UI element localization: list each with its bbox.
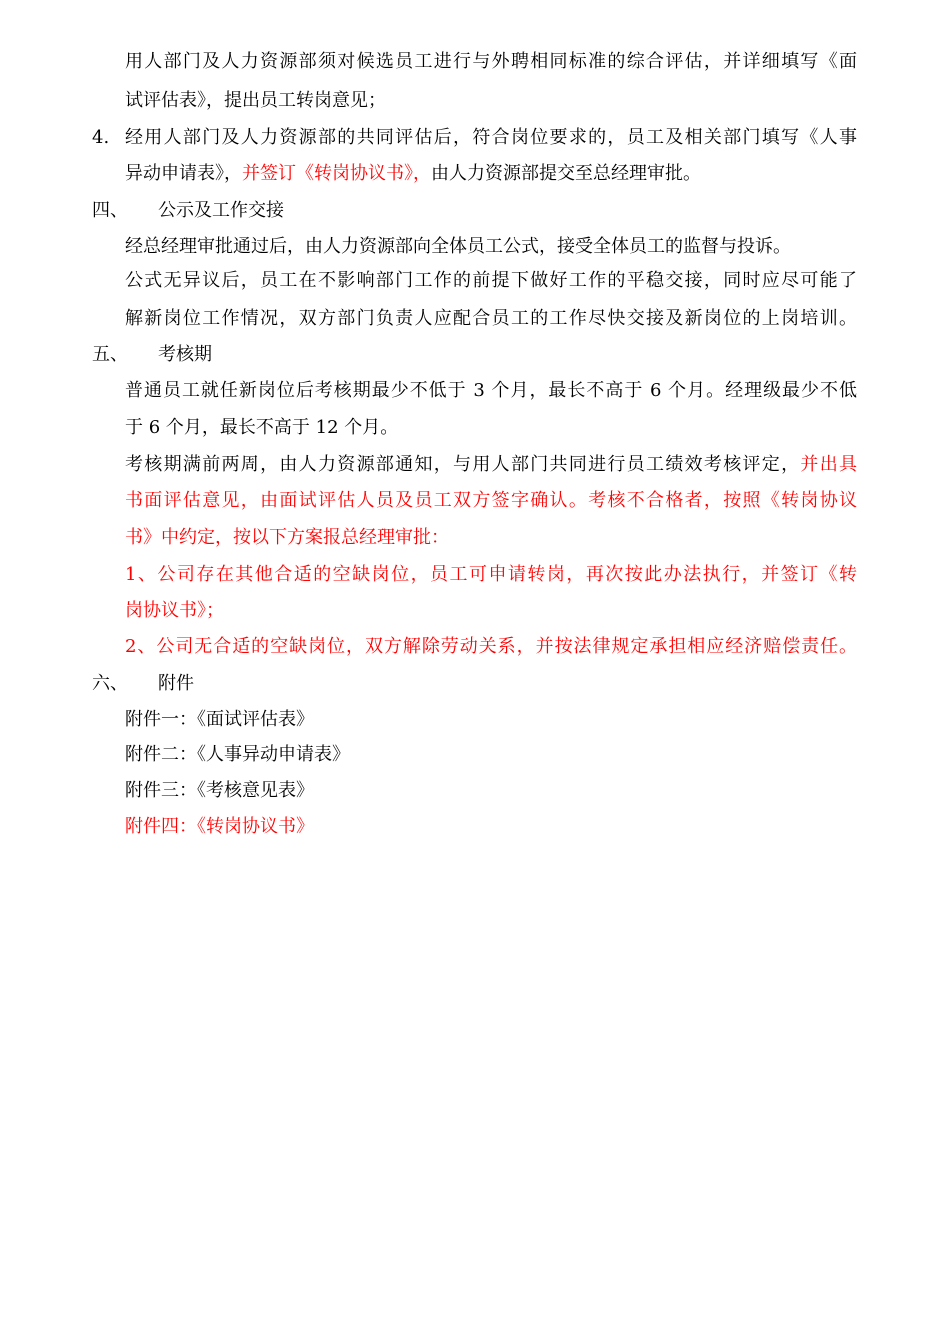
highlight-line: 书》中约定，按以下方案报总经理审批：	[125, 527, 449, 548]
section-title: 公示及工作交接	[158, 200, 284, 221]
highlight-line: 书面评估意见，由面试评估人员及员工双方签字确认。考核不合格者，按照《转岗协议	[125, 490, 857, 511]
item-line	[125, 162, 701, 186]
option-line: 1、公司存在其他合适的空缺岗位，员工可申请转岗，再次按此办法执行，并签订《转	[125, 564, 857, 585]
option-line: 岗协议书》；	[125, 600, 224, 621]
attachment-item: 附件二：《人事异动申请表》	[125, 744, 350, 765]
item-text: 由人力资源部提交至总经理审批。	[431, 163, 701, 184]
para-line: 普通员工就任新岗位后考核期最少不低于 3 个月，最长不高于 6 个月。经理级最少不低	[125, 380, 857, 401]
section-number: 六、	[92, 673, 128, 694]
para-line: 用人部门及人力资源部须对候选员工进行与外聘相同标准的综合评估，并详细填写《面	[125, 51, 857, 72]
attachment-item: 附件四：《转岗协议书》	[125, 816, 314, 837]
para-line	[125, 453, 857, 477]
list-number: 4.	[92, 127, 110, 148]
para-text: 考核期满前两周，由人力资源部通知，与用人部门共同进行员工绩效考核评定，	[125, 454, 801, 475]
item-line: 经用人部门及人力资源部的共同评估后，符合岗位要求的，员工及相关部门填写《人事	[125, 127, 857, 148]
para-line: 经总经理审批通过后，由人力资源部向全体员工公式，接受全体员工的监督与投诉。	[125, 236, 791, 257]
para-line: 于 6 个月，最长不高于 12 个月。	[125, 417, 399, 438]
para-line: 公式无异议后，员工在不影响部门工作的前提下做好工作的平稳交接，同时应尽可能了	[125, 270, 857, 291]
section-number: 四、	[92, 200, 128, 221]
attachment-item: 附件一：《面试评估表》	[125, 709, 314, 730]
highlight-text: 并签订《转岗协议书》，	[242, 163, 431, 184]
para-line: 试评估表》，提出员工转岗意见；	[125, 90, 386, 111]
attachment-item: 附件三：《考核意见表》	[125, 780, 314, 801]
para-line: 解新岗位工作情况，双方部门负责人应配合员工的工作尽快交接及新岗位的上岗培训。	[125, 308, 857, 329]
section-title: 附件	[158, 673, 194, 694]
section-title: 考核期	[158, 344, 212, 365]
item-text: 异动申请表》，	[125, 163, 242, 184]
section-number: 五、	[92, 344, 128, 365]
option-line: 2、公司无合适的空缺岗位，双方解除劳动关系，并按法律规定承担相应经济赔偿责任。	[125, 636, 857, 657]
highlight-text: 并出具	[800, 454, 858, 475]
